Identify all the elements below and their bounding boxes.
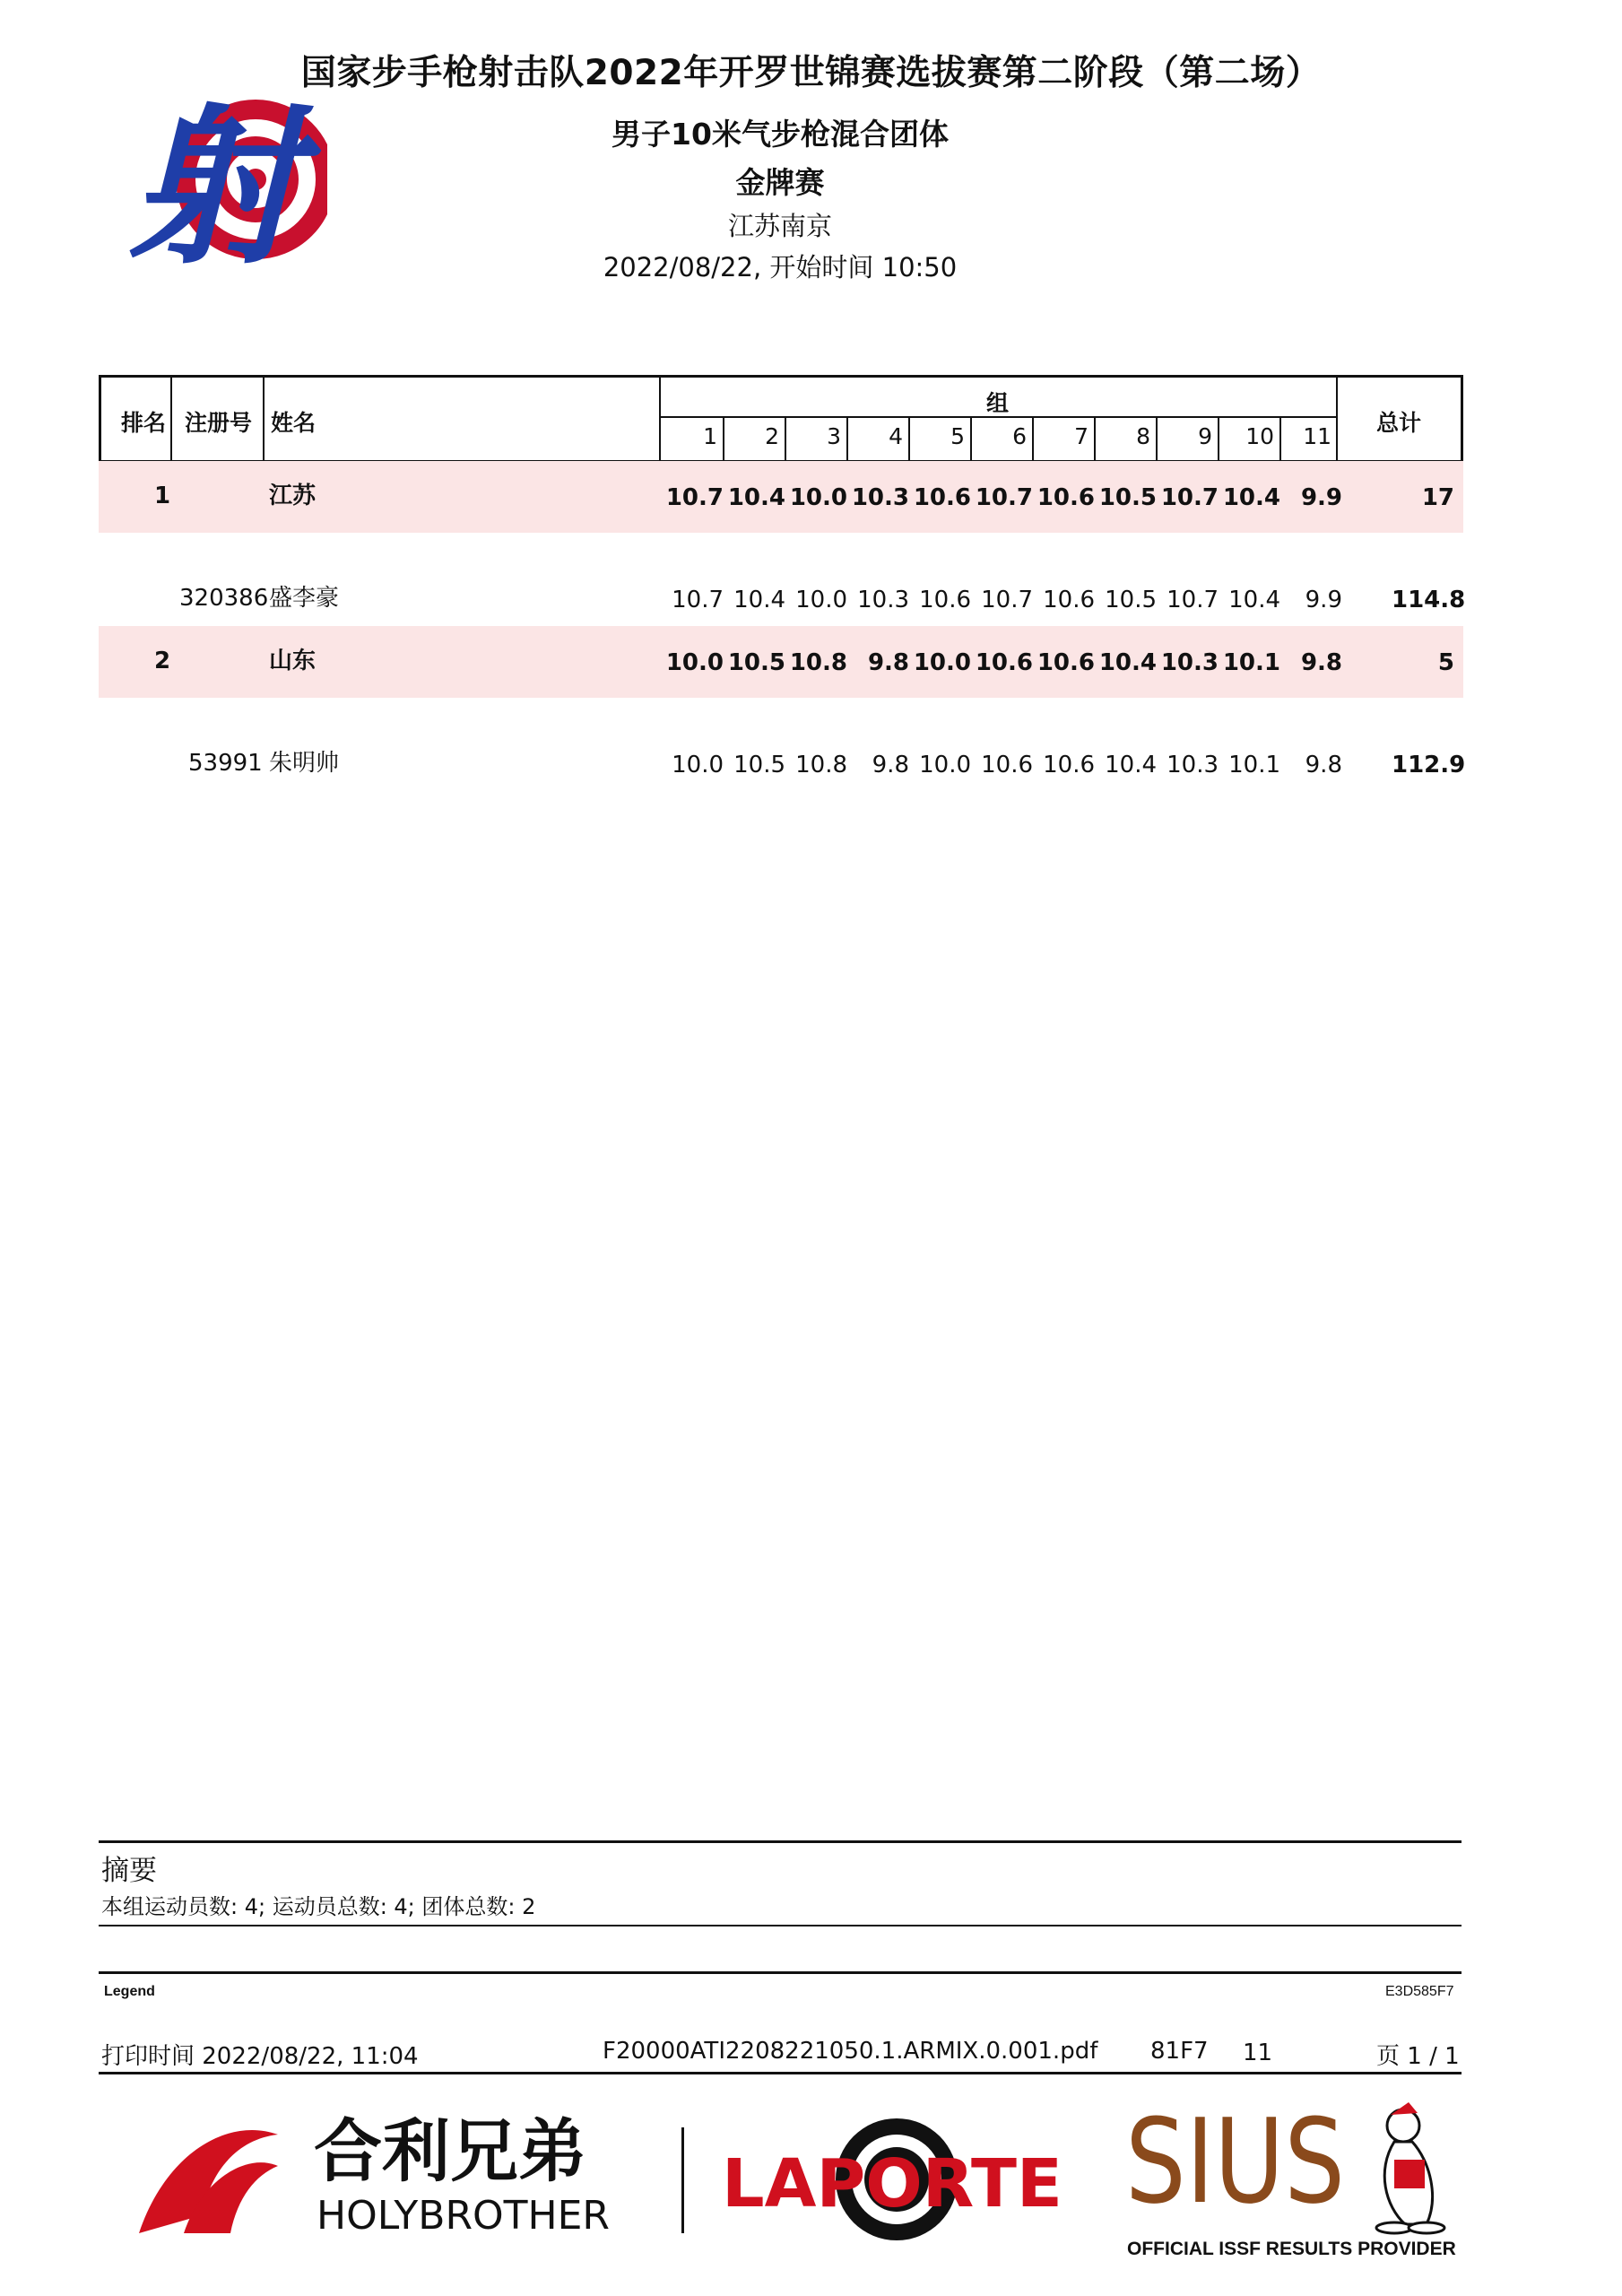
athlete-series-score: 10.6 [919,587,971,613]
team-name: 山东 [269,648,317,674]
series-header: 3 [827,423,841,449]
team-series-score: 10.1 [1222,649,1280,676]
team-rank: 1 [154,483,171,509]
athlete-series-score: 10.6 [1043,587,1095,613]
summary-title: 摘要 [101,1855,157,1887]
team-series-score: 9.8 [867,649,909,676]
team-series-score: 10.7 [665,484,724,511]
team-series-score: 10.3 [851,484,909,511]
athlete-series-score: 10.4 [1105,752,1157,778]
series-header: 1 [703,423,717,449]
team-series-score: 10.4 [1222,484,1280,511]
athlete-name: 朱明帅 [269,750,340,777]
series-header: 2 [765,423,779,449]
team-series-score: 10.3 [1160,649,1219,676]
athlete-series-score: 10.4 [1228,587,1280,613]
team-series-score: 10.4 [1098,649,1157,676]
series-header: 7 [1074,423,1089,449]
team-name: 江苏 [269,483,317,509]
series-header: 8 [1136,423,1150,449]
header-reg-no: 注册号 [185,410,253,436]
athlete-series-score: 9.8 [1305,752,1342,778]
file-name: F20000ATI2208221050.1.ARMIX.0.001.pdf [603,2038,1098,2065]
athlete-series-score: 10.5 [1105,587,1157,613]
team-series-score: 10.6 [913,484,971,511]
team-series-score: 10.6 [975,649,1033,676]
laporte-logo [717,2094,1067,2256]
series-header: 6 [1012,423,1027,449]
team-series-score: 9.9 [1300,484,1342,511]
athlete-series-score: 10.0 [795,587,847,613]
logo-character: 射 [128,89,299,278]
team-series-score: 10.0 [789,484,847,511]
summary-text: 本组运动员数: 4; 运动员总数: 4; 团体总数: 2 [101,1894,536,1919]
holybrother-logo [130,2099,650,2242]
athlete-series-score: 10.3 [857,587,909,613]
team-series-score: 10.0 [665,649,724,676]
divider [99,1925,1462,1926]
athlete-series-score: 10.5 [733,752,785,778]
team-series-score: 10.7 [1160,484,1219,511]
team-series-score: 10.8 [789,649,847,676]
athlete-series-score: 10.3 [1167,752,1219,778]
laporte-text: LAPORTE [722,2145,1063,2222]
athlete-name: 盛李豪 [269,585,340,612]
team-rank: 2 [154,648,171,674]
header-total: 总计 [1376,410,1422,436]
athlete-series-score: 10.0 [672,752,724,778]
print-time: 打印时间 2022/08/22, 11:04 [101,2043,419,2070]
series-header: 5 [950,423,965,449]
team-series-score: 10.5 [1098,484,1157,511]
page-number: 页 1 / 1 [1376,2043,1460,2070]
legend-label: Legend [104,1984,155,1999]
sius-tagline: OFFICIAL ISSF RESULTS PROVIDER [1127,2239,1456,2259]
athlete-series-score: 10.7 [672,587,724,613]
athlete-series-score: 9.9 [1305,587,1342,613]
athlete-reg-no: 53991 [188,750,263,777]
series-header: 11 [1303,423,1331,449]
athlete-total: 112.9 [1392,752,1466,778]
footer-code: 81F7 [1150,2038,1209,2065]
header-name: 姓名 [271,410,317,436]
athlete-series-score: 10.7 [1167,587,1219,613]
team-series-score: 10.6 [1037,649,1095,676]
header-group: 组 [986,390,1010,416]
divider [99,1840,1462,1843]
athlete-series-score: 10.6 [1043,752,1095,778]
athlete-series-score: 10.1 [1228,752,1280,778]
athlete-total: 114.8 [1392,587,1466,613]
team-series-score: 9.8 [1300,649,1342,676]
sius-logo [1125,2090,1466,2242]
team-series-score: 10.0 [913,649,971,676]
athlete-series-score: 10.4 [733,587,785,613]
event-name: 男子10米气步枪混合团体 [612,117,949,152]
event-datetime: 2022/08/22, 开始时间 10:50 [603,252,958,283]
holybrother-cn: 合利兄弟 [314,2111,586,2191]
team-series-score: 10.7 [975,484,1033,511]
page-title: 国家步手枪射击队2022年开罗世锦赛选拔赛第二阶段（第二场） [300,53,1322,93]
team-total: 5 [1437,649,1454,676]
athlete-series-score: 10.0 [919,752,971,778]
header-rank: 排名 [121,410,167,436]
legend-code: E3D585F7 [1385,1984,1454,1999]
team-series-score: 10.6 [1037,484,1095,511]
footer-code: 11 [1243,2039,1273,2066]
athlete-series-score: 10.6 [981,752,1033,778]
holybrother-en: HOLYBROTHER [317,2193,610,2239]
team-series-score: 10.5 [727,649,785,676]
divider [99,2072,1462,2074]
team-series-score: 10.4 [727,484,785,511]
athlete-series-score: 10.7 [981,587,1033,613]
athlete-reg-no: 320386 [179,585,269,612]
athlete-series-score: 9.8 [872,752,909,778]
sius-text: SIUS [1125,2093,1345,2230]
venue: 江苏南京 [727,211,832,241]
athlete-series-score: 10.8 [795,752,847,778]
series-header: 10 [1245,423,1274,449]
team-total: 17 [1421,484,1454,511]
stage-name: 金牌赛 [735,165,825,200]
series-header: 9 [1198,423,1212,449]
divider [99,1971,1462,1974]
divider [681,2127,684,2233]
series-header: 4 [889,423,903,449]
